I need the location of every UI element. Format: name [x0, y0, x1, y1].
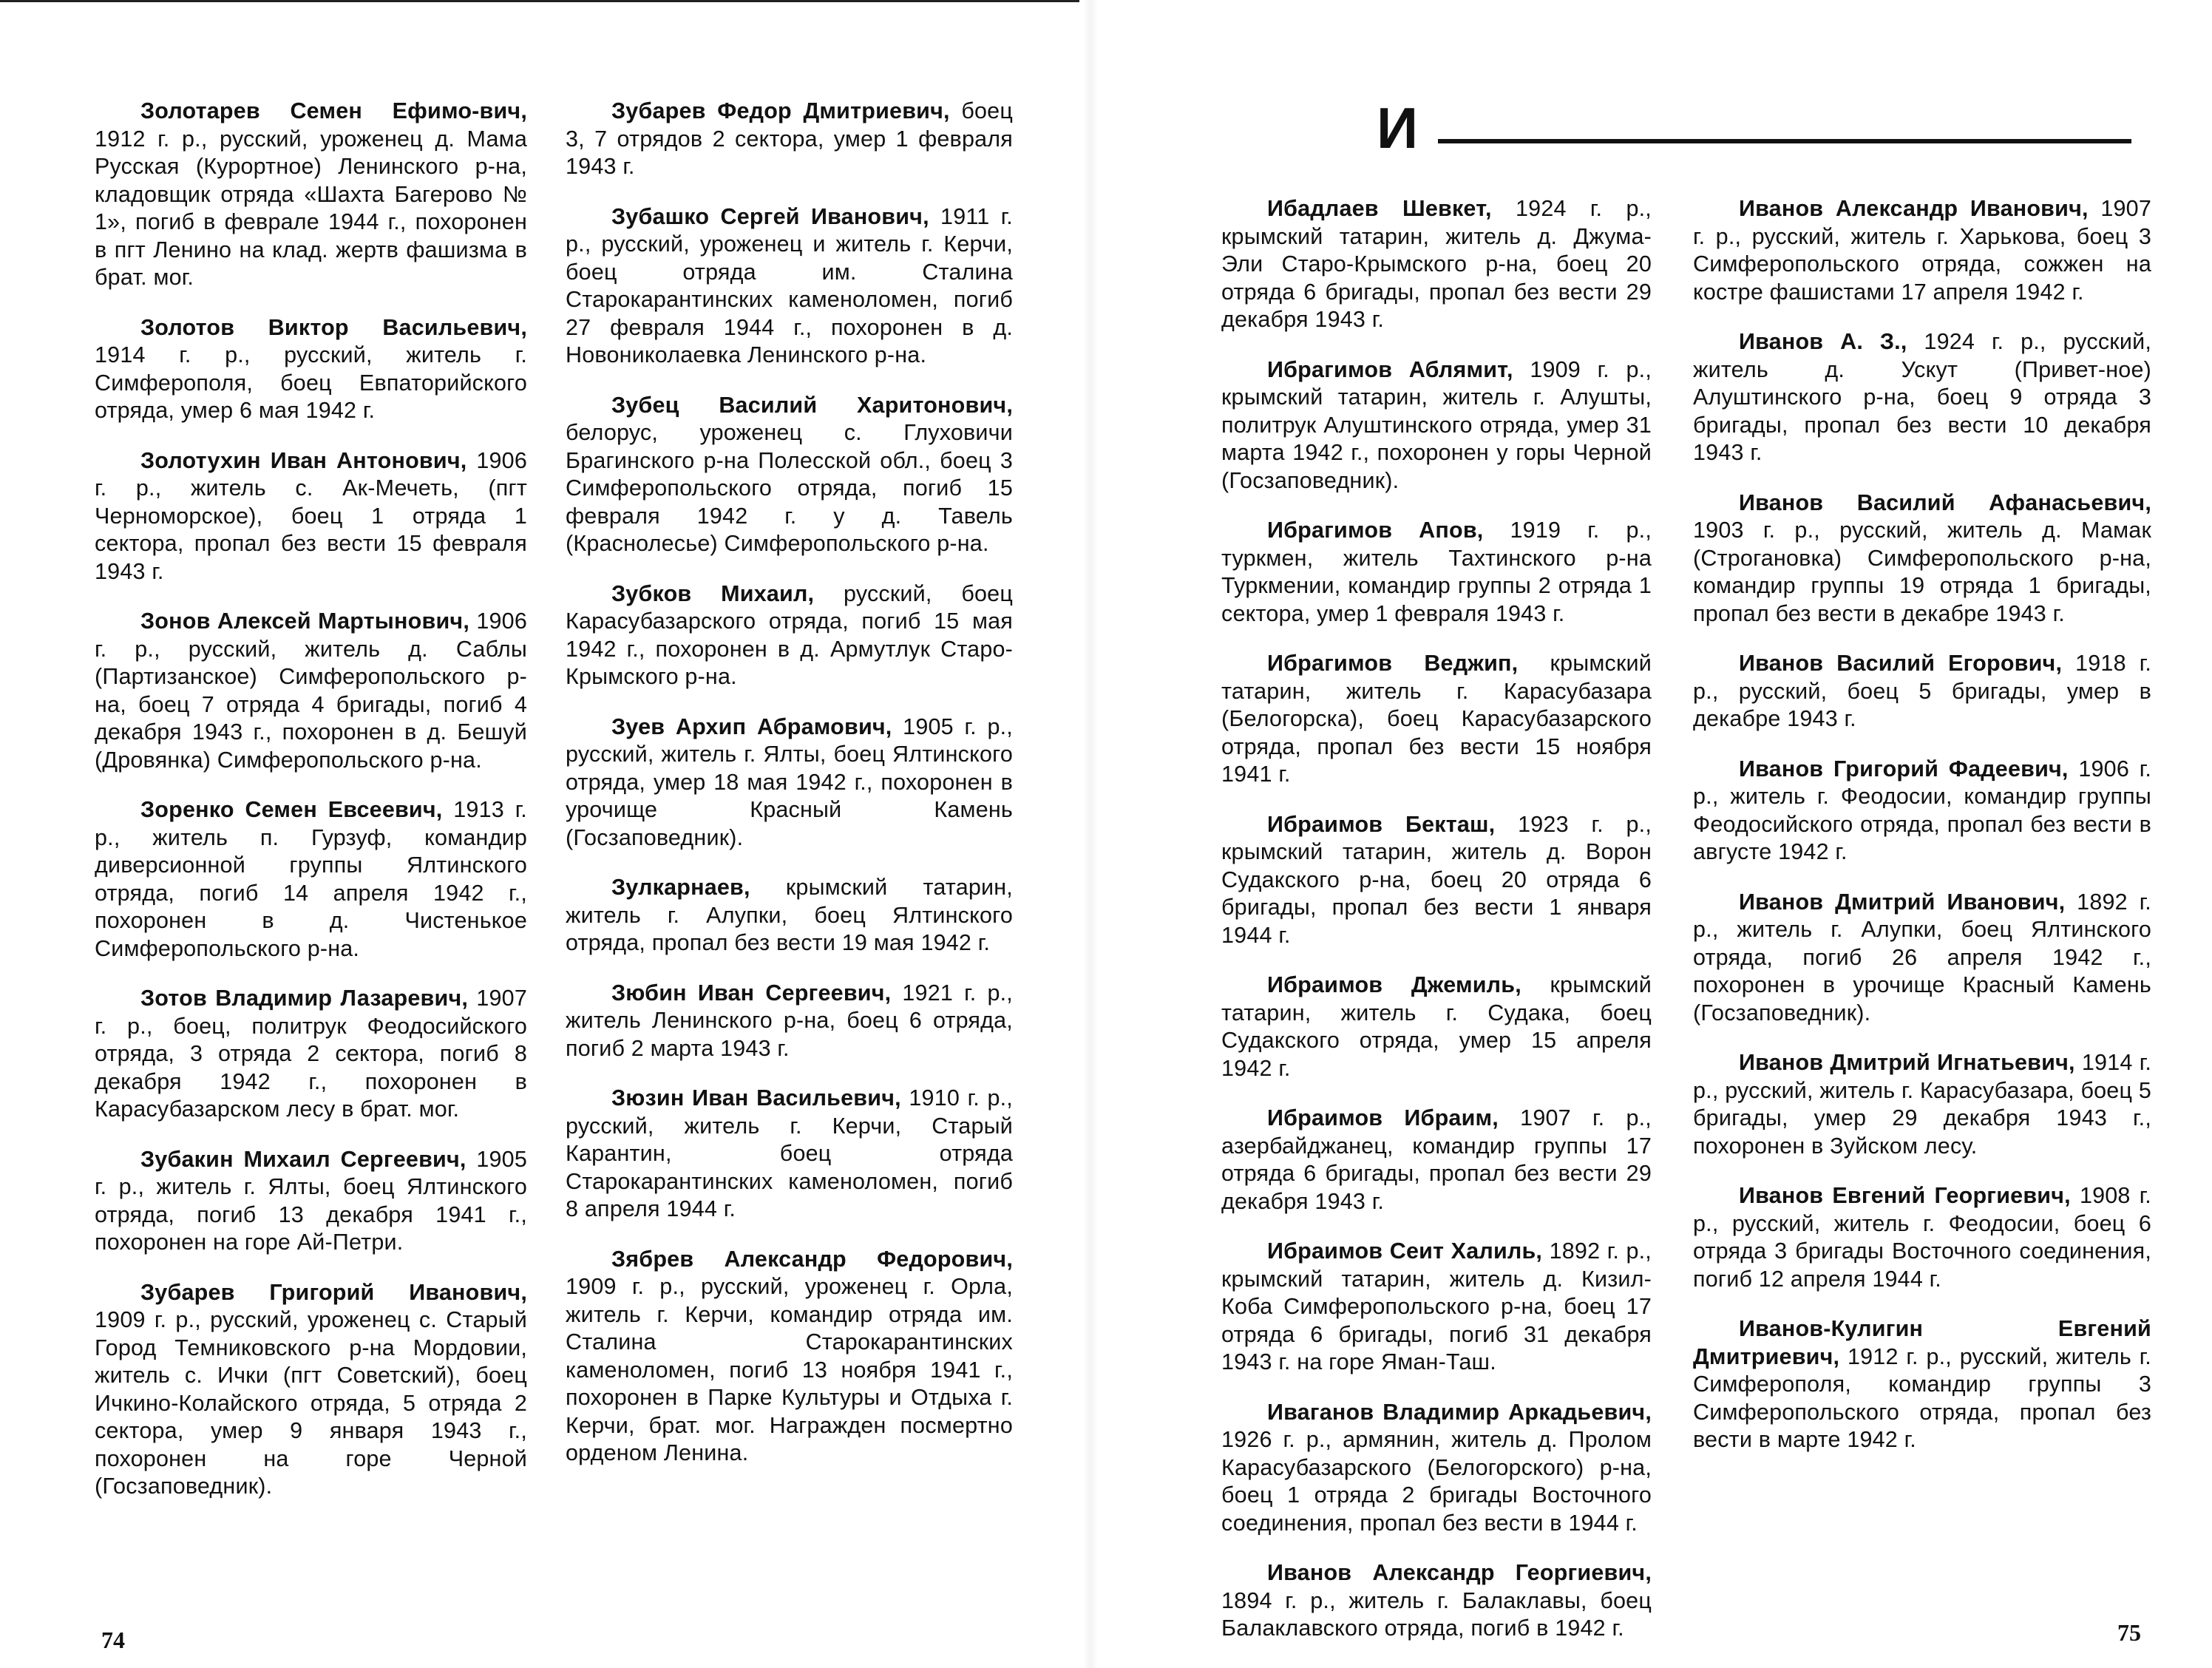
entry — [1221, 1399, 1652, 1538]
entry — [1221, 1238, 1652, 1377]
entry-name: Иванов Дмитрий Игнатьевич, — [1739, 1050, 2075, 1075]
entry-text: крымский татарин, житель г. Судака, боец Судакского отряда, умер 15 апреля 1942 г. — [1221, 972, 1652, 1081]
entry — [1221, 1105, 1652, 1216]
entry-name: Зябрев Александр Федорович, — [611, 1246, 1013, 1272]
entry-name: Иванов-Кулигин Евгений Дмитриевич, — [1693, 1316, 2151, 1369]
book-gutter — [1083, 0, 1098, 1668]
entry — [1221, 650, 1652, 789]
section-letter-rule — [1438, 139, 2131, 143]
entry-text: 1908 г. р., русский, житель г. Феодосии, боец 6 отряда 3 бригады Восточного соединения, погиб 12 апреля 1944 г. — [1693, 1183, 2151, 1292]
entry-name: Иваганов Владимир Аркадьевич, — [1267, 1399, 1652, 1425]
entry — [1693, 195, 2151, 306]
entry-name: Зюбин Иван Сергеевич, — [611, 980, 892, 1006]
entry-name: Зотов Владимир Лазаревич, — [140, 986, 469, 1011]
entry-text: 1924 г. р., русский, житель д. Ускут (Привет-ное) Алуштинского р-на, боец 9 отряда 3 бригады, пропал без вести 10 декабря 1943 г. — [1693, 329, 2151, 465]
entry-text: боец 3, 7 отрядов 2 сектора, умер 1 февраля 1943 г. — [566, 98, 1013, 179]
entry-text: 1914 г. р., русский, житель г. Карасубазара, боец 5 бригады, умер 29 декабря 1943 г., похоронен в Зуйском лесу. — [1693, 1050, 2151, 1159]
entry — [1221, 972, 1652, 1082]
entry-name: Зубков Михаил, — [611, 580, 815, 606]
entry-text: 1906 г. р., русский, житель д. Саблы (Партизанское) Симферопольского р-на, боец 7 отряда 4 бригады, погиб 4 декабря 1943 г., похоронен в д. Бешуй (Дровянка) Симферопольского р-на. — [95, 608, 527, 773]
entry-text: белорус, уроженец с. Глуховичи Брагинского р-на Полесской обл., боец 3 Симферопольского отряда, погиб 15 февраля 1942 г. у д. Тавель (Краснолесье) Симферопольского р-на. — [566, 420, 1013, 556]
entry — [1693, 756, 2151, 867]
entry-name: Ибрагимов Аблямит, — [1267, 356, 1513, 382]
entry-name: Ибраимов Джемиль, — [1267, 972, 1521, 997]
entry-name: Зубашко Сергей Иванович, — [611, 203, 929, 229]
entry-text: русский, боец Карасубазарского отряда, погиб 15 мая 1942 г., похоронен в д. Армутлук Старо-Крымского р-на. — [566, 580, 1014, 689]
entry-text: 1907 г. р., русский, житель г. Харькова, боец 3 Симферопольского отряда, сожжен на костре фашистами 17 апреля 1942 г. — [1693, 196, 2151, 305]
entry-text: 1912 г. р., русский, уроженец д. Мама Русская (Курортное) Ленинского р-на, кладовщик отряда «Шахта Багерово № 1», погиб в феврале 1944 г., похоронен в пгт Ленино на клад. жертв фашизма в брат. мог. — [95, 126, 527, 290]
entry — [1221, 356, 1652, 495]
entry-text: 1923 г. р., крымский татарин, житель д. Ворон Судакского р-на, боец 20 отряда 6 бригады, пропал без вести 1 января 1944 г. — [1221, 811, 1652, 948]
entry-name: Золотов Виктор Васильевич, — [140, 314, 527, 340]
entry-name: Зубец Василий Харитонович, — [611, 392, 1013, 418]
entry-name: Иванов Евгений Георгиевич, — [1739, 1183, 2071, 1208]
entry-text: 1903 г. р., русский, житель д. Мамак (Строгановка) Симферопольского р-на, командир группы 19 отряда 1 бригады, пропал без вести в декабре 1943 г. — [1693, 518, 2151, 626]
top-edge-line — [0, 0, 1079, 2]
entry-name: Зоренко Семен Евсеевич, — [140, 797, 443, 822]
entry — [1221, 1559, 1652, 1643]
entry-name: Иванов Григорий Фадеевич, — [1739, 756, 2069, 782]
entry — [1693, 889, 2151, 1028]
right-page-column-2 — [1693, 195, 2151, 1477]
entry — [95, 796, 527, 963]
entry — [1693, 1049, 2151, 1160]
entry-text: крымский татарин, житель г. Карасубазара (Белогорска), боец Карасубазарского отряда, пропал без вести 15 ноября 1941 г. — [1221, 651, 1652, 787]
entry-text: 1892 г. р., житель г. Алупки, боец Ялтинского отряда, погиб 26 апреля 1942 г., похоронен в урочище Красный Камень (Госзаповедник). — [1693, 889, 2151, 1025]
entry-text: 1907 г. р., боец, политрук Феодосийского отряда, 3 отряда 2 сектора, погиб 8 декабря 1942 г., похоронен в Карасубазарском лесу в брат. мог. — [95, 986, 527, 1122]
entry-text: 1926 г. р., армянин, житель д. Пролом Карасубазарского (Белогорского) р-на, боец 1 отряда 2 бригады Восточного соединения, пропал без вести в 1944 г. — [1221, 1427, 1652, 1536]
entry-text: 1913 г. р., житель п. Гурзуф, командир диверсионной группы Ялтинского отряда, погиб 14 апреля 1942 г., похоронен в д. Чистенькое Симферопольского р-на. — [95, 797, 527, 961]
entry — [1221, 517, 1652, 628]
entry — [95, 314, 527, 425]
left-page-column-2 — [566, 98, 1013, 1490]
entry-text: 1905 г. р., русский, житель г. Ялты, боец Ялтинского отряда, умер 18 мая 1942 г., похоронен в урочище Красный Камень (Госзаповедник). — [566, 713, 1013, 850]
left-page-column-1 — [95, 98, 527, 1523]
entry-text: 1919 г. р., туркмен, житель Тахтинского р-на Туркмении, командир группы 2 отряда 1 сектора, умер 1 февраля 1943 г. — [1221, 518, 1652, 626]
entry-text: 1909 г. р., крымский татарин, житель г. Алушты, политрук Алуштинского отряда, умер 31 марта 1942 г., похоронен у горы Черной (Госзаповедник). — [1221, 356, 1652, 493]
entry-name: Иванов Василий Афанасьевич, — [1739, 489, 2151, 515]
entry — [95, 608, 527, 774]
entry — [566, 203, 1013, 370]
entry-name: Зубарев Григорий Иванович, — [140, 1279, 527, 1305]
entry-text: 1910 г. р., русский, житель г. Керчи, Старый Карантин, боец отряда Старокарантинских каменоломен, погиб 8 апреля 1944 г. — [566, 1085, 1013, 1221]
entry-text: 1924 г. р., крымский татарин, житель д. Джума-Эли Старо-Крымского р-на, боец 20 отряда 6 бригады, пропал без вести 29 декабря 1943 г. — [1221, 196, 1652, 332]
section-letter: И — [1377, 95, 1419, 160]
entry — [566, 874, 1013, 957]
entry-name: Ибрагимов Апов, — [1267, 518, 1484, 543]
entry — [566, 1246, 1013, 1468]
entry — [1693, 1182, 2151, 1293]
entry — [95, 1279, 527, 1501]
entry-text: 1907 г. р., азербайджанец, командир группы 17 отряда 6 бригады, пропал без вести 29 декабря 1943 г. — [1221, 1105, 1652, 1214]
entry-name: Иванов Василий Егорович, — [1739, 651, 2063, 676]
entry — [1693, 650, 2151, 733]
entry-name: Иванов Александр Иванович, — [1739, 196, 2089, 221]
entry — [566, 1085, 1013, 1224]
page-number-right: 75 — [2117, 1619, 2141, 1646]
left-page — [0, 0, 1087, 1668]
entry-text: крымский татарин, житель г. Алупки, боец Ялтинского отряда, пропал без вести 19 мая 1942 г. — [566, 875, 1013, 955]
entry-text: 1906 г. р., житель с. Ак-Мечеть, (пгт Черноморское), боец 1 отряда 1 сектора, пропал без вести 15 февраля 1943 г. — [95, 447, 527, 584]
entry-name: Зубарев Федор Дмитриевич, — [611, 98, 950, 123]
entry-name: Золотарев Семен Ефимо-вич, — [140, 98, 527, 123]
entry — [566, 98, 1013, 181]
entry — [1221, 195, 1652, 334]
page-number-left: 74 — [101, 1627, 125, 1653]
entry-name: Иванов Александр Георгиевич, — [1267, 1560, 1652, 1585]
entry-text: 1892 г. р., крымский татарин, житель д. Кизил-Коба Симферопольского р-на, боец 17 отряда 6 бригады, погиб 31 декабря 1943 г. на горе Яман-Таш. — [1221, 1238, 1652, 1374]
entry-name: Золотухин Иван Антонович, — [140, 447, 467, 473]
entry — [1693, 489, 2151, 628]
entry — [1693, 328, 2151, 467]
entry-text: 1912 г. р., русский, житель г. Симферополя, командир группы 3 Симферопольского отряда, пропал без вести в марте 1942 г. — [1693, 1343, 2151, 1452]
entry — [1693, 1315, 2151, 1454]
entry — [95, 985, 527, 1124]
entry-text: 1909 г. р., русский, уроженец с. Старый Город Темниковского р-на Мордовии, житель с. Ички (пгт Советский), боец Ичкино-Колайского отряда, 5 отряда 2 сектора, умер 9 января 1943 г., похоронен на горе Черной (Госзаповедник). — [95, 1307, 527, 1499]
entry-name: Зуев Архип Абрамович, — [611, 713, 892, 739]
entry — [95, 1146, 527, 1257]
entry-text: 1894 г. р., житель г. Балаклавы, боец Балаклавского отряда, погиб в 1942 г. — [1221, 1587, 1652, 1641]
entry — [1221, 811, 1652, 950]
right-page-column-1 — [1221, 195, 1652, 1665]
entry-name: Ибадлаев Шевкет, — [1267, 196, 1492, 221]
entry-name: Ибрагимов Веджип, — [1267, 651, 1519, 676]
entry — [95, 447, 527, 586]
entry-name: Ибраимов Бекташ, — [1267, 811, 1496, 837]
entry-name: Зюзин Иван Васильевич, — [611, 1085, 901, 1111]
entry — [566, 392, 1013, 558]
entry-name: Иванов Дмитрий Иванович, — [1739, 889, 2066, 915]
entry — [566, 980, 1013, 1063]
entry-name: Ибраимов Ибраим, — [1267, 1105, 1499, 1130]
entry-text: 1905 г. р., житель г. Ялты, боец Ялтинского отряда, погиб 13 декабря 1941 г., похоронен на горе Ай-Петри. — [95, 1146, 527, 1255]
entry-text: 1918 г. р., русский, боец 5 бригады, умер в декабре 1943 г. — [1693, 651, 2151, 731]
entry-text: 1914 г. р., русский, житель г. Симферополя, боец Евпаторийского отряда, умер 6 мая 1942 г. — [95, 342, 527, 423]
entry-text: 1909 г. р., русский, уроженец г. Орла, житель г. Керчи, командир отряда им. Сталина Старокарантинских каменоломен, погиб 13 ноября 1941 г., похоронен в Парке Культуры и Отдыха г. Керчи, брат. мог. Награжден посмертно орденом Ленина. — [566, 1274, 1013, 1465]
entry-name: Зонов Алексей Мартынович, — [140, 608, 469, 634]
entry — [566, 713, 1013, 852]
entry — [566, 580, 1013, 691]
entry-name: Зубакин Михаил Сергеевич, — [140, 1146, 467, 1172]
entry — [95, 98, 527, 292]
entry-text: 1911 г. р., русский, уроженец и житель г. Керчи, боец отряда им. Сталина Старокарантинских каменоломен, погиб 27 февраля 1944 г., похоронен в д. Новониколаевка Ленинского р-на. — [566, 203, 1013, 367]
entry-text: 1921 г. р., житель Ленинского р-на, боец 6 отряда, погиб 2 марта 1943 г. — [566, 980, 1013, 1061]
entry-name: Зулкарнаев, — [611, 875, 750, 900]
entry-text: 1906 г. р., житель г. Феодосии, командир группы Феодосийского отряда, пропал без вести в августе 1942 г. — [1693, 756, 2151, 864]
entry-name: Иванов А. З., — [1739, 329, 1907, 354]
entry-name: Ибраимов Сеит Халиль, — [1267, 1238, 1543, 1264]
